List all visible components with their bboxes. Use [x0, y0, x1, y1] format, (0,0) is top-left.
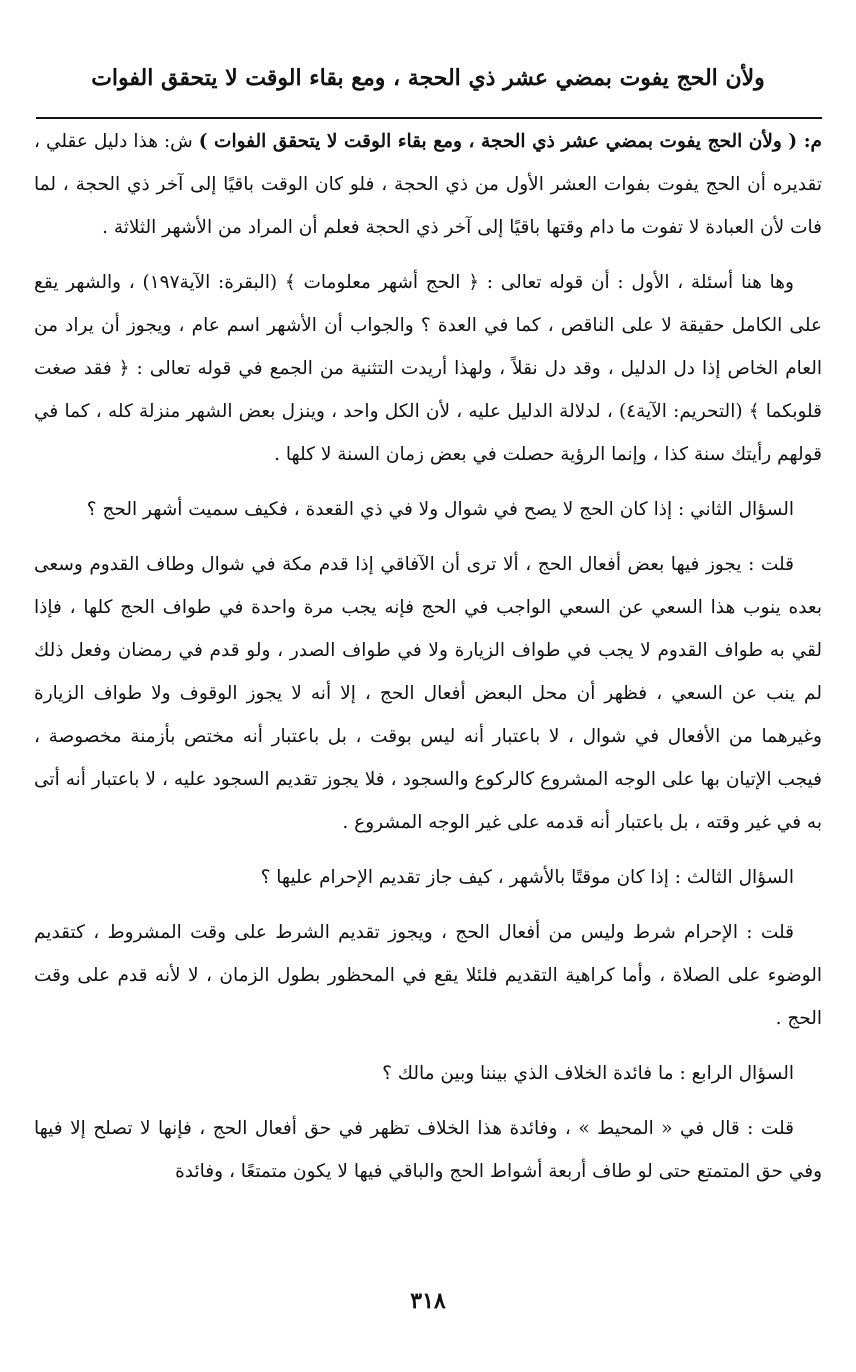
paragraph-text: السؤال الرابع : ما فائدة الخلاف الذي بيننا وبين مالك ؟ — [382, 1063, 794, 1084]
body-text — [34, 120, 822, 1205]
paragraph-question-4 — [34, 1052, 822, 1095]
commentary-text: ش: هذا دليل عقلي ، تقديره أن الحج يفوت بفوات العشر الأول من ذي الحجة ، فلو كان الوقت باقيًا إلى آخر ذي الحجة ، لما فات لأن العبادة لا تفوت ما دام وقتها باقيًا إلى آخر ذي الحجة فعلم أن المراد من الأشهر الثلاثة . — [34, 131, 822, 238]
paragraph-question-2 — [34, 488, 822, 531]
paragraph-question-3 — [34, 856, 822, 899]
matn-quote: م: ( ولأن الحج يفوت بمضي عشر ذي الحجة ، ومع بقاء الوقت لا يتحقق الفوات ) — [198, 131, 822, 152]
page-number: ٣١٨ — [410, 1288, 446, 1314]
paragraph-text: قلت : الإحرام شرط وليس من أفعال الحج ، ويجوز تقديم الشرط على وقت المشروط ، كتقديم الوضوء على الصلاة ، وأما كراهية التقديم فلئلا يقع في المحظور بطول الزمان ، لا لأنه قدم على وقت الحج . — [34, 922, 822, 1029]
paragraph-text: قلت : يجوز فيها بعض أفعال الحج ، ألا ترى أن الآفاقي إذا قدم مكة في شوال وطاف القدوم وسعى بعده ينوب هذا السعي عن السعي الواجب في الحج فإنه يجب مرة واحدة في طواف الحج كلها ، فإذا لقي به طواف القدوم لا يجب في طواف الزيارة ولا في طواف الصدر ، ولو قدم في رمضان وفعل ذلك لم ينب عن السعي ، فظهر أن محل البعض أفعال الحج ، إلا أنه لا يجوز الوقوف ولا طواف الزيارة وغيرهما من الأفعال في شوال ، لا باعتبار أنه ليس بوقت ، بل باعتبار أنه مختص بأزمنة مخصوصة ، فيجب الإتيان بها على الوجه المشروع كالركوع والسجود ، فلا يجوز تقديم السجود عليه ، لا باعتبار أنه أتى به في غير وقته ، بل باعتبار أنه قدمه على غير الوجه المشروع . — [34, 554, 822, 833]
paragraph-text: السؤال الثالث : إذا كان موقتًا بالأشهر ، كيف جاز تقديم الإحرام عليها ؟ — [260, 867, 794, 888]
paragraph-answer-2 — [34, 543, 822, 844]
paragraph-answer-3 — [34, 911, 822, 1040]
paragraph-question-1 — [34, 261, 822, 476]
running-header: ولأن الحج يفوت بمضي عشر ذي الحجة ، ومع بقاء الوقت لا يتحقق الفوات — [91, 65, 765, 91]
header-divider — [36, 117, 822, 119]
paragraph-text: وها هنا أسئلة ، الأول : أن قوله تعالى : ﴿ الحج أشهر معلومات ﴾ (البقرة: الآية١٩٧) ، والشهر يقع على الكامل حقيقة لا على الناقص ، كما في العدة ؟ والجواب أن الأشهر اسم عام ، ويجوز أن يراد من العام الخاص إذا دل الدليل ، وقد دل نقلاً ، ولهذا أريدت التثنية من الجمع في قوله تعالى : ﴿ فقد صغت قلوبكما ﴾ (التحريم: الآية٤) ، لدلالة الدليل عليه ، لأن الكل واحد ، وينزل بعض الشهر منزلة كله ، كما في قولهم رأيتك سنة كذا ، وإنما الرؤية حصلت في بعض زمان السنة لا كلها . — [34, 272, 823, 465]
paragraph-commentary-intro — [34, 120, 822, 249]
paragraph-text: السؤال الثاني : إذا كان الحج لا يصح في شوال ولا في ذي القعدة ، فكيف سميت أشهر الحج ؟ — [86, 499, 794, 520]
paragraph-text: قلت : قال في « المحيط » ، وفائدة هذا الخلاف تظهر في حق أفعال الحج ، فإنها لا تصلح إلا فيها وفي حق المتمتع حتى لو طاف أربعة أشواط الحج والباقي فيها لا يكون متمتعًا ، وفائدة — [34, 1118, 822, 1182]
paragraph-answer-4 — [34, 1107, 822, 1193]
